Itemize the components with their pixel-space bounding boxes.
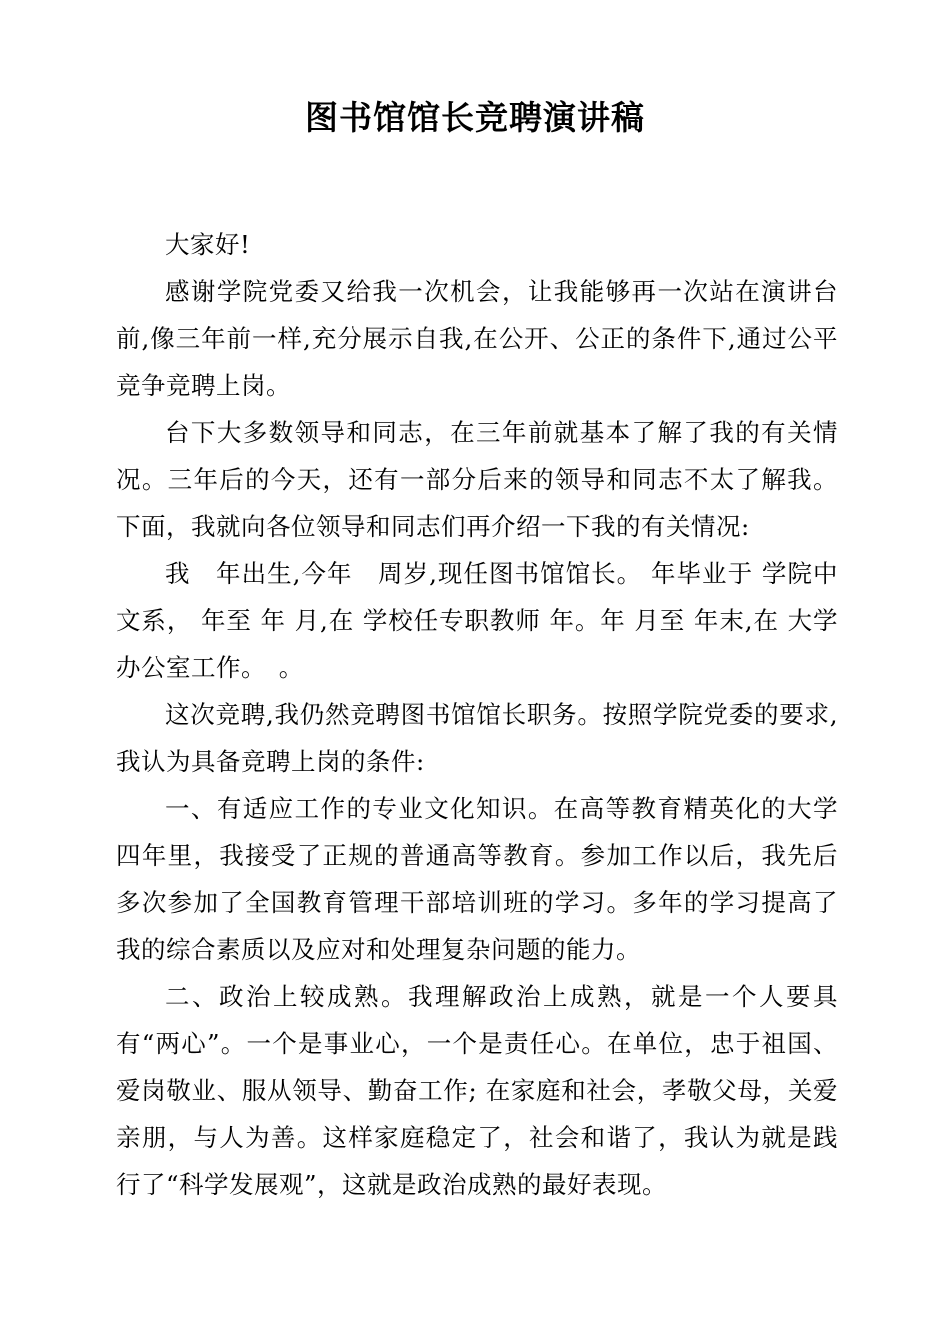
paragraph-greeting: 大家好! bbox=[165, 230, 251, 259]
paragraph-position: 这次竞聘,我仍然竞聘图书馆馆长职务。按照学院党委的要求,我认为具备竞聘上岗的条件: bbox=[116, 700, 838, 776]
document-title: 图书馆馆长竞聘演讲稿 bbox=[305, 98, 645, 137]
paragraph-introduction: 台下大多数领导和同志，在三年前就基本了解了我的有关情况。三年后的今天，还有一部分后来的领导和同志不太了解我。下面，我就向各位领导和同志们再介绍一下我的有关情况: bbox=[116, 418, 838, 541]
paragraph-personal-info: 我 年出生,今年 周岁,现任图书馆馆长。 年毕业于 学院中文系， 年至 年 月,在 学校任专职教师 年。年 月至 年末,在 大学办公室工作。 。 bbox=[116, 559, 838, 682]
paragraph-condition-1: 一、有适应工作的专业文化知识。在高等教育精英化的大学四年里，我接受了正规的普通高等教育。参加工作以后，我先后多次参加了全国教育管理干部培训班的学习。多年的学习提高了我的综合素质以及应对和处理复杂问题的能力。 bbox=[116, 794, 838, 964]
document-body bbox=[116, 221, 838, 1208]
paragraph-condition-2: 二、政治上较成熟。我理解政治上成熟，就是一个人要具有“两心”。一个是事业心，一个是责任心。在单位，忠于祖国、爱岗敬业、服从领导、勤奋工作; 在家庭和社会，孝敬父母，关爱亲朋，与人为善。这样家庭稳定了，社会和谐了，我认为就是践行了“科学发展观”，这就是政治成熟的最好表现。 bbox=[116, 982, 838, 1199]
paragraph-thanks: 感谢学院党委又给我一次机会，让我能够再一次站在演讲台前,像三年前一样,充分展示自我,在公开、公正的条件下,通过公平竞争竞聘上岗。 bbox=[116, 277, 838, 400]
